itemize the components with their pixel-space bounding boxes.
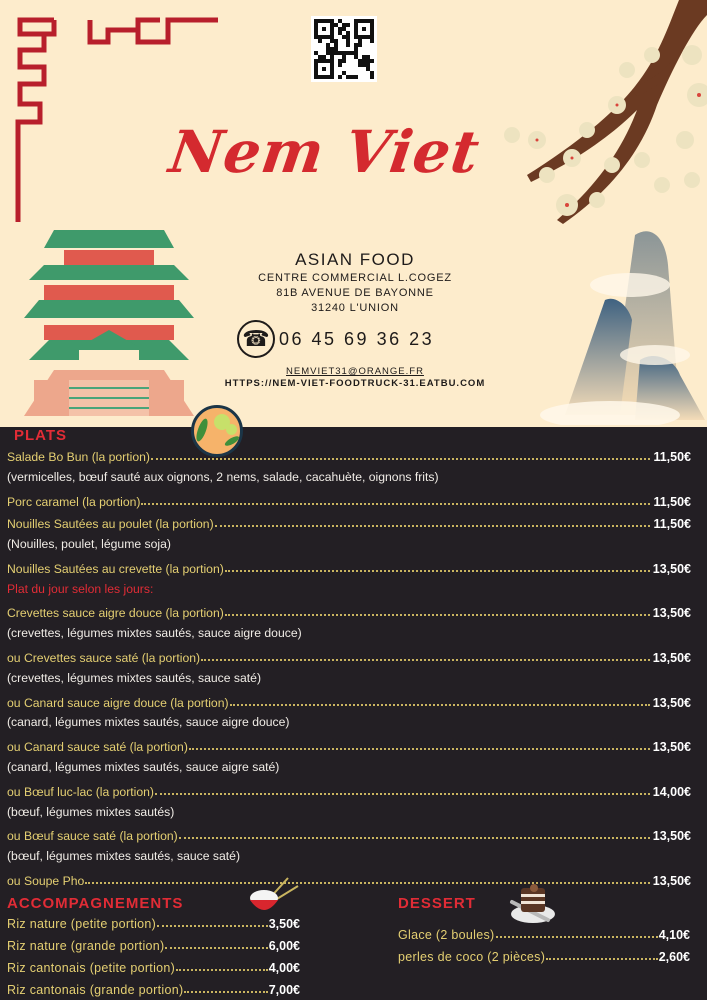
misty-mountains-illustration-icon: [540, 225, 707, 425]
phone-number[interactable]: 06 45 69 36 23: [279, 328, 435, 349]
cake-dessert-icon: [508, 880, 558, 926]
email-link[interactable]: NEMVIET31@ORANGE.FR: [286, 366, 424, 377]
item-description: (vermicelles, bœuf sauté aux oignons, 2 nems, salade, cacahuète, oignons frits): [7, 470, 439, 484]
contact-info: [200, 250, 510, 315]
menu-item: ou Bœuf sauce saté (la portion) 13,50€: [7, 829, 691, 843]
tagline: ASIAN FOOD: [295, 250, 415, 269]
item-description: (Nouilles, poulet, légume soja): [7, 537, 171, 551]
pho-bowl-icon: [191, 405, 243, 457]
menu-item: Riz nature (grande portion) 6,00€: [7, 939, 300, 953]
menu-item: Riz cantonais (grande portion) 7,00€: [7, 983, 300, 997]
item-description: (bœuf, légumes mixtes sautés): [7, 805, 175, 819]
address-line-3: 31240 L'UNION: [311, 302, 399, 314]
menu-item: Riz nature (petite portion) 3,50€: [7, 917, 300, 931]
plat-du-jour-label: Plat du jour selon les jours:: [7, 582, 154, 596]
chinese-fretwork-border: [10, 12, 220, 222]
address-line-1: CENTRE COMMERCIAL L.COGEZ: [258, 272, 452, 284]
item-description: (canard, légumes mixtes sautés, sauce aigre douce): [7, 715, 290, 729]
menu-item: Riz cantonais (petite portion) 4,00€: [7, 961, 300, 975]
menu-item: ou Crevettes sauce saté (la portion) 13,50€: [7, 651, 691, 665]
accompagnements-title: ACCOMPAGNEMENTS: [7, 895, 184, 912]
rice-bowl-icon: [248, 876, 300, 916]
menu-item: Nouilles Sautées au poulet (la portion) 11,50€: [7, 517, 691, 531]
plats-title: PLATS: [14, 427, 68, 444]
cherry-blossom-branch-icon: [417, 0, 707, 240]
qr-code[interactable]: [311, 16, 377, 82]
menu-item: Salade Bo Bun (la portion) 11,50€: [7, 450, 691, 464]
menu-item: ou Soupe Pho 13,50€: [7, 874, 691, 888]
dessert-title: DESSERT: [398, 895, 476, 912]
menu-item: perles de coco (2 pièces) 2,60€: [398, 950, 690, 964]
phone-row[interactable]: [237, 320, 434, 358]
item-description: (crevettes, légumes mixtes sautés, sauce aigre douce): [7, 626, 302, 640]
menu-item: ou Canard sauce aigre douce (la portion) 13,50€: [7, 696, 691, 710]
item-description: (crevettes, légumes mixtes sautés, sauce saté): [7, 671, 262, 685]
address-line-2: 81B AVENUE DE BAYONNE: [276, 287, 434, 299]
telephone-icon: ☎: [237, 320, 275, 358]
menu-item: ou Canard sauce saté (la portion) 13,50€: [7, 740, 691, 754]
item-description: (canard, légumes mixtes sautés, sauce aigre saté): [7, 760, 280, 774]
menu-item: Nouilles Sautées au crevette (la portion) 13,50€: [7, 562, 691, 576]
website-link[interactable]: HTTPS://NEM-VIET-FOODTRUCK-31.EATBU.COM: [224, 378, 486, 389]
item-description: (bœuf, légumes mixtes sautés, sauce saté): [7, 849, 241, 863]
pagoda-illustration-icon: [14, 220, 204, 420]
menu-item: ou Bœuf luc-lac (la portion) 14,00€: [7, 785, 691, 799]
menu-item: Crevettes sauce aigre douce (la portion) 13,50€: [7, 606, 691, 620]
header-banner: [0, 0, 707, 427]
menu-item: Glace (2 boules) 4,10€: [398, 928, 690, 942]
restaurant-title: Nem Viet: [165, 118, 484, 186]
menu-item: Porc caramel (la portion) 11,50€: [7, 495, 691, 509]
